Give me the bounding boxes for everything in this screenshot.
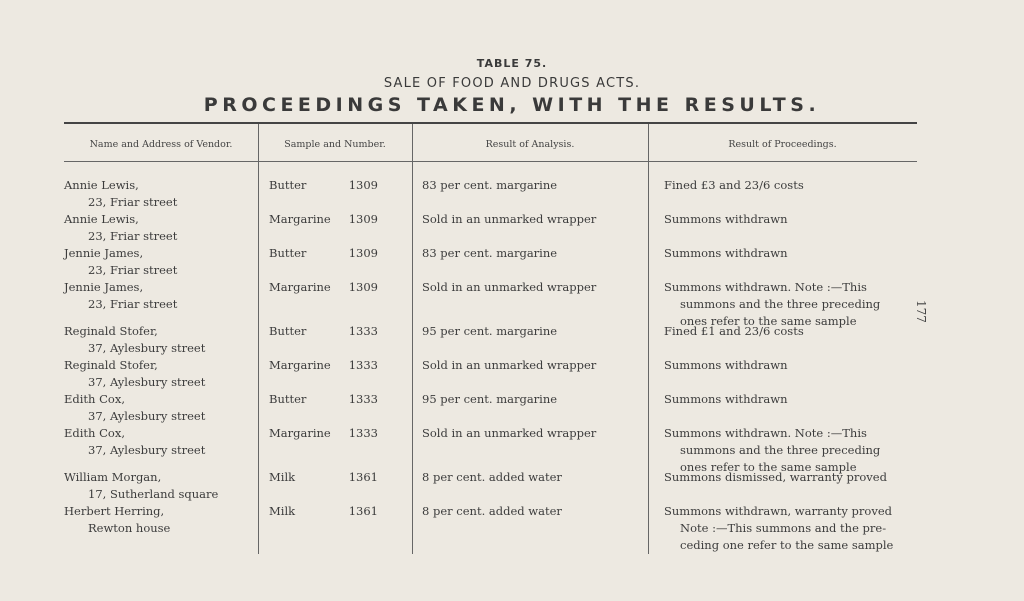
sample-type: Butter — [269, 246, 307, 260]
vendor-name: William Morgan, — [64, 470, 162, 484]
vendor-name: Reginald Stofer, — [64, 358, 158, 372]
sample-type: Margarine — [269, 280, 331, 294]
sample-type: Margarine — [269, 212, 331, 226]
sample-type: Butter — [269, 392, 307, 406]
sample-number: 1309 — [348, 246, 378, 260]
proceedings-cell — [664, 391, 788, 408]
analysis-result: 95 per cent. margarine — [422, 324, 558, 338]
vendor-address: 17, Sutherland square — [88, 487, 219, 501]
table-label: TABLE 75. — [476, 57, 548, 70]
column-header-analysis: Result of Analysis. — [485, 139, 575, 150]
proceedings-cell — [664, 323, 804, 340]
vendor-cell — [64, 391, 205, 425]
proceedings-cell — [664, 245, 788, 262]
sample-number: 1333 — [348, 358, 378, 372]
vendor-cell — [64, 357, 205, 391]
sample-number: 1309 — [348, 212, 378, 226]
proceedings-cell — [664, 211, 788, 228]
analysis-result: Sold in an unmarked wrapper — [422, 280, 597, 294]
proceedings-line: Summons withdrawn — [664, 358, 788, 372]
vendor-name: Jennie James, — [64, 246, 144, 260]
analysis-result: 8 per cent. added water — [422, 470, 562, 484]
proceedings-line: Summons withdrawn, warranty proved — [664, 504, 892, 518]
table-title: PROCEEDINGS TAKEN, WITH THE RESULTS. — [203, 94, 821, 116]
table-subtitle: SALE OF FOOD AND DRUGS ACTS. — [383, 76, 641, 91]
vendor-cell — [64, 503, 170, 537]
column-divider — [648, 124, 649, 554]
analysis-result: 8 per cent. added water — [422, 504, 562, 518]
proceedings-line: Summons withdrawn — [664, 212, 788, 226]
sample-number: 1309 — [348, 280, 378, 294]
sample-number: 1333 — [348, 426, 378, 440]
proceedings-line: Summons dismissed, warranty proved — [664, 470, 887, 484]
proceedings-line: summons and the three preceding — [680, 297, 881, 311]
analysis-result: Sold in an unmarked wrapper — [422, 426, 597, 440]
vendor-cell — [64, 177, 177, 211]
vendor-address: 37, Aylesbury street — [88, 409, 206, 423]
analysis-result: 83 per cent. margarine — [422, 178, 558, 192]
vendor-cell — [64, 211, 177, 245]
proceedings-line: Fined £3 and 23/6 costs — [664, 178, 804, 192]
vendor-address: Rewton house — [88, 521, 171, 535]
proceedings-line: ones refer to the same sample — [680, 460, 857, 474]
proceedings-line: Note :—This summons and the pre- — [680, 521, 887, 535]
proceedings-line: summons and the three preceding — [680, 443, 881, 457]
vendor-address: 37, Aylesbury street — [88, 341, 206, 355]
vendor-address: 37, Aylesbury street — [88, 443, 206, 457]
proceedings-line: ceding one refer to the same sample — [680, 538, 894, 552]
vendor-name: Annie Lewis, — [64, 212, 139, 226]
vendor-cell — [64, 323, 205, 357]
vendor-cell — [64, 469, 218, 503]
page-number: 177 — [914, 300, 928, 323]
analysis-result: 83 per cent. margarine — [422, 246, 558, 260]
column-header-proceedings: Result of Proceedings. — [728, 139, 837, 150]
proceedings-line: Fined £1 and 23/6 costs — [664, 324, 804, 338]
column-header-sample: Sample and Number. — [284, 139, 386, 150]
proceedings-cell — [664, 503, 893, 554]
sample-type: Margarine — [269, 358, 331, 372]
vendor-name: Reginald Stofer, — [64, 324, 158, 338]
vendor-address: 23, Friar street — [88, 229, 178, 243]
proceedings-line: ones refer to the same sample — [680, 314, 857, 328]
sample-number: 1309 — [348, 178, 378, 192]
analysis-result: Sold in an unmarked wrapper — [422, 358, 597, 372]
sample-type: Butter — [269, 178, 307, 192]
sample-number: 1361 — [348, 470, 378, 484]
top-rule — [64, 122, 917, 124]
proceedings-cell — [664, 469, 887, 486]
column-divider — [258, 124, 259, 554]
vendor-name: Herbert Herring, — [64, 504, 165, 518]
sample-number: 1333 — [348, 324, 378, 338]
sample-type: Milk — [269, 470, 296, 484]
vendor-cell — [64, 279, 177, 313]
sample-type: Milk — [269, 504, 296, 518]
vendor-name: Edith Cox, — [64, 392, 125, 406]
vendor-address: 23, Friar street — [88, 297, 178, 311]
proceedings-cell — [664, 357, 788, 374]
sample-number: 1361 — [348, 504, 378, 518]
vendor-name: Annie Lewis, — [64, 178, 139, 192]
vendor-name: Edith Cox, — [64, 426, 125, 440]
sample-type: Margarine — [269, 426, 331, 440]
proceedings-cell — [664, 177, 804, 194]
proceedings-line: Summons withdrawn. Note :—This — [664, 280, 867, 294]
sample-type: Butter — [269, 324, 307, 338]
analysis-result: 95 per cent. margarine — [422, 392, 558, 406]
header-rule — [64, 161, 917, 162]
proceedings-line: Summons withdrawn — [664, 392, 788, 406]
vendor-address: 23, Friar street — [88, 263, 178, 277]
column-header-vendor: Name and Address of Vendor. — [89, 139, 233, 150]
vendor-cell — [64, 245, 177, 279]
proceedings-line: Summons withdrawn. Note :—This — [664, 426, 867, 440]
vendor-address: 37, Aylesbury street — [88, 375, 206, 389]
column-divider — [412, 124, 413, 554]
vendor-name: Jennie James, — [64, 280, 144, 294]
proceedings-line: Summons withdrawn — [664, 246, 788, 260]
sample-number: 1333 — [348, 392, 378, 406]
vendor-cell — [64, 425, 205, 459]
vendor-address: 23, Friar street — [88, 195, 178, 209]
analysis-result: Sold in an unmarked wrapper — [422, 212, 597, 226]
